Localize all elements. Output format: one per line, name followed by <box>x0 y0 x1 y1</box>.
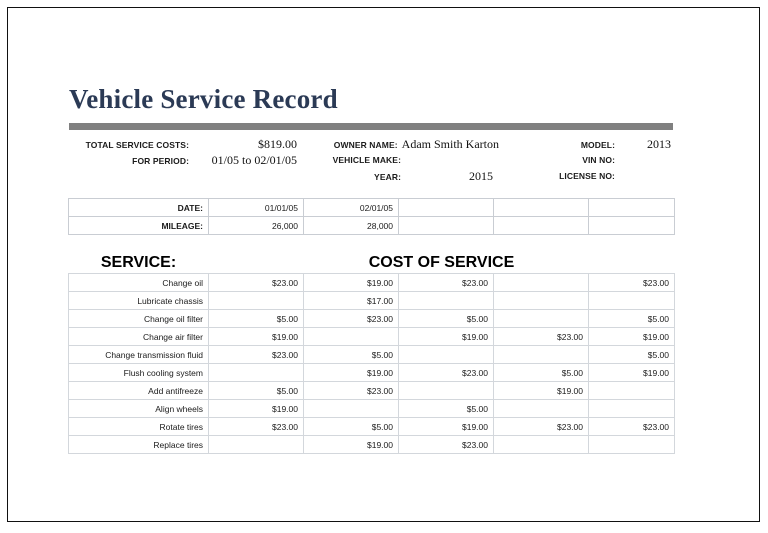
cost-cell[interactable]: $19.00 <box>304 274 399 292</box>
summary-field-model <box>507 136 673 152</box>
cost-cell[interactable]: $23.00 <box>494 328 589 346</box>
cost-cell[interactable]: $5.00 <box>399 310 494 328</box>
summary-field-for-period <box>69 152 301 168</box>
cost-cell[interactable]: $23.00 <box>399 436 494 454</box>
table-row <box>69 274 675 292</box>
table-row <box>69 382 675 400</box>
cost-cell[interactable]: $23.00 <box>589 274 675 292</box>
cost-cell[interactable]: $5.00 <box>399 400 494 418</box>
table-cell[interactable] <box>494 199 589 217</box>
cost-cell[interactable]: $23.00 <box>304 382 399 400</box>
cost-cell[interactable] <box>399 382 494 400</box>
cost-cell[interactable]: $5.00 <box>589 346 675 364</box>
cost-cell[interactable] <box>589 292 675 310</box>
service-cost-table <box>68 253 675 454</box>
cost-cell[interactable]: $19.00 <box>589 328 675 346</box>
summary-column-left <box>69 136 301 168</box>
summary-value: Adam Smith Karton <box>401 137 499 151</box>
service-name: Align wheels <box>69 400 209 418</box>
cost-cell[interactable]: $5.00 <box>494 364 589 382</box>
cost-cell[interactable] <box>209 364 304 382</box>
table-cell[interactable] <box>399 199 494 217</box>
document-page <box>7 7 760 522</box>
table-row <box>69 400 675 418</box>
table-cell[interactable]: 01/01/05 <box>209 199 304 217</box>
cost-cell[interactable]: $5.00 <box>589 310 675 328</box>
table-row <box>69 199 675 217</box>
summary-label: FOR PERIOD: <box>132 156 189 166</box>
summary-field-year <box>313 168 499 184</box>
cost-cell[interactable] <box>399 292 494 310</box>
summary-field-vehicle-make <box>313 152 499 168</box>
cost-cell[interactable]: $23.00 <box>589 418 675 436</box>
cost-cell[interactable]: $19.00 <box>399 418 494 436</box>
summary-value: $819.00 <box>258 137 297 151</box>
table-cell[interactable] <box>494 217 589 235</box>
cost-cell[interactable]: $23.00 <box>494 418 589 436</box>
service-name: Change oil <box>69 274 209 292</box>
summary-field-vin-no <box>507 152 673 168</box>
summary-label: VIN NO: <box>582 155 615 165</box>
cost-cell[interactable]: $23.00 <box>209 346 304 364</box>
cost-cell[interactable]: $19.00 <box>304 436 399 454</box>
cost-cell[interactable]: $5.00 <box>304 418 399 436</box>
cost-of-service-header: COST OF SERVICE <box>368 254 515 271</box>
cost-cell[interactable] <box>304 328 399 346</box>
table-header-row <box>69 253 675 274</box>
summary-value: 01/05 to 02/01/05 <box>211 153 297 167</box>
cost-cell[interactable] <box>589 382 675 400</box>
summary-label: YEAR: <box>374 172 401 182</box>
cost-cell[interactable]: $19.00 <box>304 364 399 382</box>
summary-label: OWNER NAME: <box>333 140 398 150</box>
cost-cell[interactable] <box>494 274 589 292</box>
summary-label: TOTAL SERVICE COSTS: <box>85 140 189 150</box>
cost-cell[interactable]: $19.00 <box>589 364 675 382</box>
table-row <box>69 328 675 346</box>
service-name: Change transmission fluid <box>69 346 209 364</box>
cost-cell[interactable] <box>494 310 589 328</box>
summary-column-middle <box>313 136 499 184</box>
cost-cell[interactable]: $19.00 <box>209 400 304 418</box>
table-row <box>69 436 675 454</box>
summary-value: 2013 <box>647 137 671 151</box>
service-name: Change air filter <box>69 328 209 346</box>
summary-info-block <box>69 136 673 184</box>
cost-cell[interactable]: $23.00 <box>209 418 304 436</box>
cost-cell[interactable] <box>494 400 589 418</box>
cost-cell[interactable]: $5.00 <box>209 310 304 328</box>
cost-cell[interactable]: $5.00 <box>304 346 399 364</box>
service-name: Change oil filter <box>69 310 209 328</box>
cost-cell[interactable]: $19.00 <box>209 328 304 346</box>
summary-label: MODEL: <box>580 140 615 150</box>
table-cell[interactable]: 28,000 <box>304 217 399 235</box>
service-table-header <box>69 253 675 274</box>
table-cell[interactable] <box>399 217 494 235</box>
cost-cell[interactable] <box>589 436 675 454</box>
cost-cell[interactable]: $23.00 <box>304 310 399 328</box>
cost-cell[interactable] <box>209 436 304 454</box>
table-row <box>69 346 675 364</box>
cost-cell[interactable] <box>399 346 494 364</box>
table-cell[interactable] <box>589 199 675 217</box>
row-label: MILEAGE: <box>69 217 209 235</box>
page-title: Vehicle Service Record <box>69 84 338 114</box>
table-row <box>69 292 675 310</box>
table-cell[interactable]: 02/01/05 <box>304 199 399 217</box>
summary-column-right <box>507 136 673 184</box>
summary-label: LICENSE NO: <box>559 171 615 181</box>
cost-cell[interactable] <box>209 292 304 310</box>
cost-cell[interactable] <box>494 292 589 310</box>
summary-field-total-service-costs <box>69 136 301 152</box>
summary-label: VEHICLE MAKE: <box>332 155 401 165</box>
title-rule-bar <box>69 123 673 130</box>
cost-cell[interactable] <box>494 346 589 364</box>
cost-cell[interactable]: $19.00 <box>399 328 494 346</box>
service-column-header: SERVICE: <box>100 254 177 271</box>
date-mileage-body <box>69 199 675 235</box>
summary-value: 2015 <box>469 169 493 183</box>
service-name: Flush cooling system <box>69 364 209 382</box>
table-row <box>69 310 675 328</box>
table-cell[interactable] <box>589 217 675 235</box>
cost-cell[interactable] <box>494 436 589 454</box>
table-row <box>69 364 675 382</box>
service-name: Replace tires <box>69 436 209 454</box>
service-name: Add antifreeze <box>69 382 209 400</box>
cost-cell[interactable]: $23.00 <box>399 364 494 382</box>
cost-cell[interactable]: $23.00 <box>209 274 304 292</box>
summary-field-owner-name <box>313 136 499 152</box>
summary-field-license-no <box>507 168 673 184</box>
row-label: DATE: <box>69 199 209 217</box>
table-cell[interactable]: 26,000 <box>209 217 304 235</box>
table-row <box>69 418 675 436</box>
cost-cell[interactable]: $5.00 <box>209 382 304 400</box>
date-mileage-table <box>68 198 675 235</box>
cost-cell[interactable]: $23.00 <box>399 274 494 292</box>
cost-cell[interactable] <box>304 400 399 418</box>
service-table-body <box>69 274 675 454</box>
cost-cell[interactable]: $19.00 <box>494 382 589 400</box>
cost-cell[interactable]: $17.00 <box>304 292 399 310</box>
service-name: Lubricate chassis <box>69 292 209 310</box>
service-name: Rotate tires <box>69 418 209 436</box>
table-row <box>69 217 675 235</box>
cost-cell[interactable] <box>589 400 675 418</box>
